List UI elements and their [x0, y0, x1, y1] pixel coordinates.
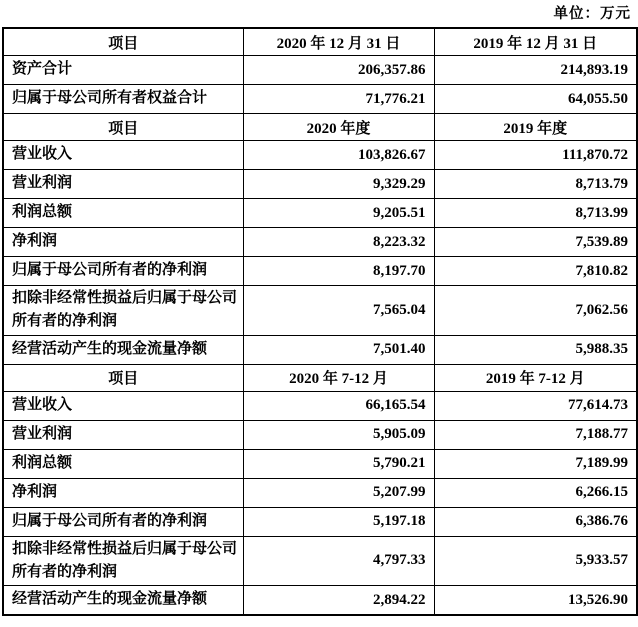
- value-period-1-cell: 7,501.40: [243, 335, 434, 364]
- item-label-cell: 营业收入: [3, 141, 243, 170]
- unit-label: 单位：万元: [553, 6, 631, 22]
- item-label-cell: 归属于母公司所有者的净利润: [3, 507, 243, 536]
- col-header-period-2-cell: 2019 年 7-12 月: [434, 364, 637, 391]
- value-period-1-cell: 8,223.32: [243, 228, 434, 257]
- item-label-cell: 归属于母公司所有者权益合计: [3, 85, 243, 114]
- item-label-cell: 营业利润: [3, 170, 243, 199]
- value-period-1-cell: 66,165.54: [243, 391, 434, 420]
- col-header-period-1-cell: 2020 年度: [243, 114, 434, 141]
- table-row: [3, 420, 637, 449]
- value-period-1-cell: 5,197.18: [243, 507, 434, 536]
- table-row: [3, 536, 637, 586]
- table-row: [3, 56, 637, 85]
- value-period-2-cell: 6,386.76: [434, 507, 637, 536]
- table-row: [3, 199, 637, 228]
- item-label-cell: 营业利润: [3, 420, 243, 449]
- item-label-cell: 经营活动产生的现金流量净额: [3, 586, 243, 616]
- table-row: [3, 507, 637, 536]
- item-label-cell: 经营活动产生的现金流量净额: [3, 335, 243, 364]
- table-row: [3, 335, 637, 364]
- value-period-2-cell: 13,526.90: [434, 586, 637, 616]
- value-period-1-cell: 5,905.09: [243, 420, 434, 449]
- value-period-1-cell: 206,357.86: [243, 56, 434, 85]
- financial-summary-table: [2, 27, 638, 616]
- table-row: [3, 85, 637, 114]
- value-period-2-cell: 77,614.73: [434, 391, 637, 420]
- value-period-2-cell: 7,539.89: [434, 228, 637, 257]
- value-period-2-cell: 8,713.79: [434, 170, 637, 199]
- value-period-2-cell: 64,055.50: [434, 85, 637, 114]
- value-period-2-cell: 214,893.19: [434, 56, 637, 85]
- section-header-row: [3, 28, 637, 56]
- value-period-1-cell: 4,797.33: [243, 536, 434, 586]
- value-period-2-cell: 7,062.56: [434, 286, 637, 336]
- col-header-period-1-cell: 2020 年 7-12 月: [243, 364, 434, 391]
- item-label-cell: 归属于母公司所有者的净利润: [3, 257, 243, 286]
- value-period-2-cell: 5,988.35: [434, 335, 637, 364]
- table-row: [3, 586, 637, 616]
- value-period-2-cell: 6,266.15: [434, 478, 637, 507]
- value-period-1-cell: 9,205.51: [243, 199, 434, 228]
- table-row: [3, 141, 637, 170]
- item-label-cell: 资产合计: [3, 56, 243, 85]
- value-period-2-cell: 7,188.77: [434, 420, 637, 449]
- item-label-cell: 扣除非经常性损益后归属于母公司所有者的净利润: [3, 536, 243, 586]
- financial-summary-table-body: [3, 28, 637, 615]
- table-row: [3, 228, 637, 257]
- col-header-period-2-cell: 2019 年度: [434, 114, 637, 141]
- value-period-1-cell: 5,207.99: [243, 478, 434, 507]
- table-row: [3, 391, 637, 420]
- item-label-cell: 利润总额: [3, 199, 243, 228]
- section-header-row: [3, 114, 637, 141]
- item-header-cell: 项目: [3, 28, 243, 56]
- item-label-cell: 扣除非经常性损益后归属于母公司所有者的净利润: [3, 286, 243, 336]
- table-row: [3, 170, 637, 199]
- value-period-1-cell: 2,894.22: [243, 586, 434, 616]
- value-period-2-cell: 111,870.72: [434, 141, 637, 170]
- item-header-cell: 项目: [3, 114, 243, 141]
- value-period-1-cell: 5,790.21: [243, 449, 434, 478]
- table-row: [3, 257, 637, 286]
- value-period-1-cell: 9,329.29: [243, 170, 434, 199]
- value-period-1-cell: 7,565.04: [243, 286, 434, 336]
- item-label-cell: 净利润: [3, 478, 243, 507]
- value-period-1-cell: 71,776.21: [243, 85, 434, 114]
- table-row: [3, 286, 637, 336]
- item-header-cell: 项目: [3, 364, 243, 391]
- value-period-2-cell: 5,933.57: [434, 536, 637, 586]
- value-period-1-cell: 8,197.70: [243, 257, 434, 286]
- value-period-2-cell: 8,713.99: [434, 199, 637, 228]
- col-header-period-1-cell: 2020 年 12 月 31 日: [243, 28, 434, 56]
- item-label-cell: 营业收入: [3, 391, 243, 420]
- table-row: [3, 478, 637, 507]
- value-period-2-cell: 7,810.82: [434, 257, 637, 286]
- value-period-1-cell: 103,826.67: [243, 141, 434, 170]
- item-label-cell: 利润总额: [3, 449, 243, 478]
- table-row: [3, 449, 637, 478]
- col-header-period-2-cell: 2019 年 12 月 31 日: [434, 28, 637, 56]
- value-period-2-cell: 7,189.99: [434, 449, 637, 478]
- section-header-row: [3, 364, 637, 391]
- item-label-cell: 净利润: [3, 228, 243, 257]
